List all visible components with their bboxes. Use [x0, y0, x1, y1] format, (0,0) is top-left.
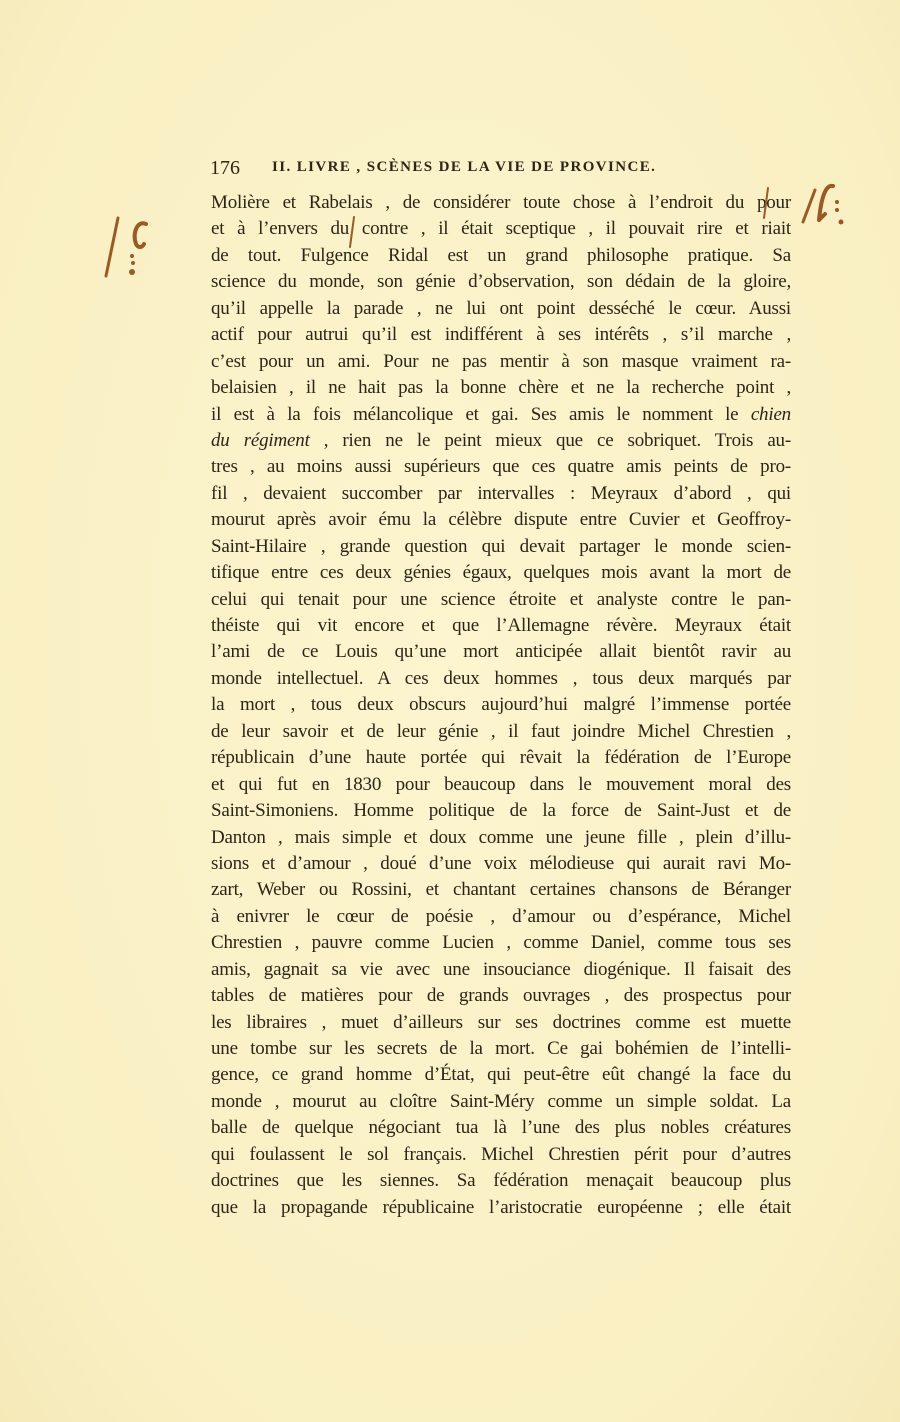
- text-line: balle de quelque négociant tua là l’une des plus nobles créatures: [211, 1117, 791, 1139]
- text-line: actif pour autrui qu’il est indifférent à ses intérêts , s’il marche ,: [211, 324, 791, 346]
- text-line: tifique entre ces deux génies égaux, quelques mois avant la mort de: [211, 562, 791, 584]
- text-line: une tombe sur les secrets de la mort. Ce gai bohémien de l’intelli-: [211, 1038, 791, 1059]
- text-line: l’ami de ce Louis qu’une mort anticipée allait bientôt ravir au: [211, 641, 791, 663]
- text-line: monde , mourut au cloître Saint-Méry comme un simple soldat. La: [211, 1090, 791, 1112]
- italic-word: chien: [750, 403, 791, 425]
- text-line: tables de matières pour de grands ouvrages , des prospectus pour: [211, 985, 791, 1007]
- text-line: tres , au moins aussi supérieurs que ces quatre amis peints de pro-: [211, 456, 791, 478]
- text-line: Saint-Hilaire , grande question qui devait partager le monde scien-: [211, 535, 791, 557]
- text-line: Saint-Simoniens. Homme politique de la force de Saint-Just et de: [211, 800, 791, 822]
- text-line: la mort , tous deux obscurs aujourd’hui malgré l’immense portée: [211, 694, 791, 716]
- handwritten-stroke-pour: [760, 186, 772, 222]
- text-line: c’est pour un ami. Pour ne pas mentir à son masque vraiment ra-: [211, 350, 791, 372]
- text-line: Danton , mais simple et doux comme une jeune fille , plein d’illu-: [211, 826, 791, 848]
- text-line: [211, 402, 791, 428]
- text-line: les libraires , muet d’ailleurs sur ses doctrines comme est muette: [211, 1011, 791, 1033]
- text-line: de leur savoir et de leur génie , il faut joindre Michel Chrestien ,: [211, 720, 791, 742]
- text-line: gence, ce grand homme d’État, qui peut-être eût changé la face du: [211, 1064, 791, 1086]
- text-line: Molière et Rabelais , de considérer toute chose à l’endroit du pour: [211, 192, 791, 213]
- text-line: Chrestien , pauvre comme Lucien , comme Daniel, comme tous ses: [211, 932, 791, 954]
- text-line: doctrines que les siennes. Sa fédération menaçait beaucoup plus: [211, 1170, 791, 1192]
- text-line: qu’il appelle la parade , ne lui ont point desséché le cœur. Aussi: [211, 297, 791, 319]
- body-text: [211, 190, 791, 1221]
- handwritten-margin-mark-right: [795, 180, 855, 240]
- text-segment: , rien ne le peint mieux que ce sobriquet. Trois au-: [323, 429, 791, 451]
- text-line: théiste qui vit encore et que l’Allemagne révère. Meyraux était: [211, 615, 791, 636]
- text-line: de tout. Fulgence Ridal est un grand philosophe pratique. Sa: [211, 244, 791, 266]
- handwritten-stroke-contre: [346, 215, 358, 251]
- text-line: républicain d’une haute portée qui rêvait la fédération de l’Europe: [211, 747, 791, 769]
- italic-phrase: du régiment: [211, 429, 310, 451]
- text-line: qui foulassent le sol français. Michel Chrestien périt pour d’autres: [211, 1143, 791, 1165]
- running-header: [210, 157, 790, 183]
- text-line: sions et d’amour , doué d’une voix mélodieuse qui aurait ravi Mo-: [211, 852, 791, 874]
- text-line: mourut après avoir ému la célèbre dispute entre Cuvier et Geoffroy-: [211, 509, 791, 531]
- text-line: zart, Weber ou Rossini, et chantant certaines chansons de Béranger: [211, 879, 791, 901]
- text-line: que la propagande républicaine l’aristocratie européenne ; elle était: [211, 1196, 791, 1218]
- text-line: à enivrer le cœur de poésie , d’amour ou d’espérance, Michel: [211, 905, 791, 927]
- running-title: II. LIVRE , SCÈNES DE LA VIE DE PROVINCE.: [272, 159, 657, 175]
- text-segment: il est à la fois mélancolique et gai. Ses amis le nomment le: [211, 403, 739, 425]
- text-line: et qui fut en 1830 pour beaucoup dans le mouvement moral des: [211, 773, 791, 795]
- text-line: et à l’envers du contre , il était sceptique , il pouvait rire et riait: [211, 218, 791, 240]
- text-line: [211, 428, 791, 454]
- handwritten-margin-mark-left: [100, 210, 170, 285]
- text-line: amis, gagnait sa vie avec une insouciance diogénique. Il faisait des: [211, 958, 791, 980]
- text-line: belaisien , il ne hait pas la bonne chère et ne la recherche point ,: [211, 377, 791, 399]
- page-number: 176: [210, 157, 240, 179]
- text-line: monde intellectuel. A ces deux hommes , tous deux marqués par: [211, 667, 791, 689]
- text-line: fil , devaient succomber par intervalles : Meyraux d’abord , qui: [211, 482, 791, 504]
- text-line: celui qui tenait pour une science étroite et analyste contre le pan-: [211, 588, 791, 610]
- text-line: science du monde, son génie d’observation, son dédain de la gloire,: [211, 271, 791, 293]
